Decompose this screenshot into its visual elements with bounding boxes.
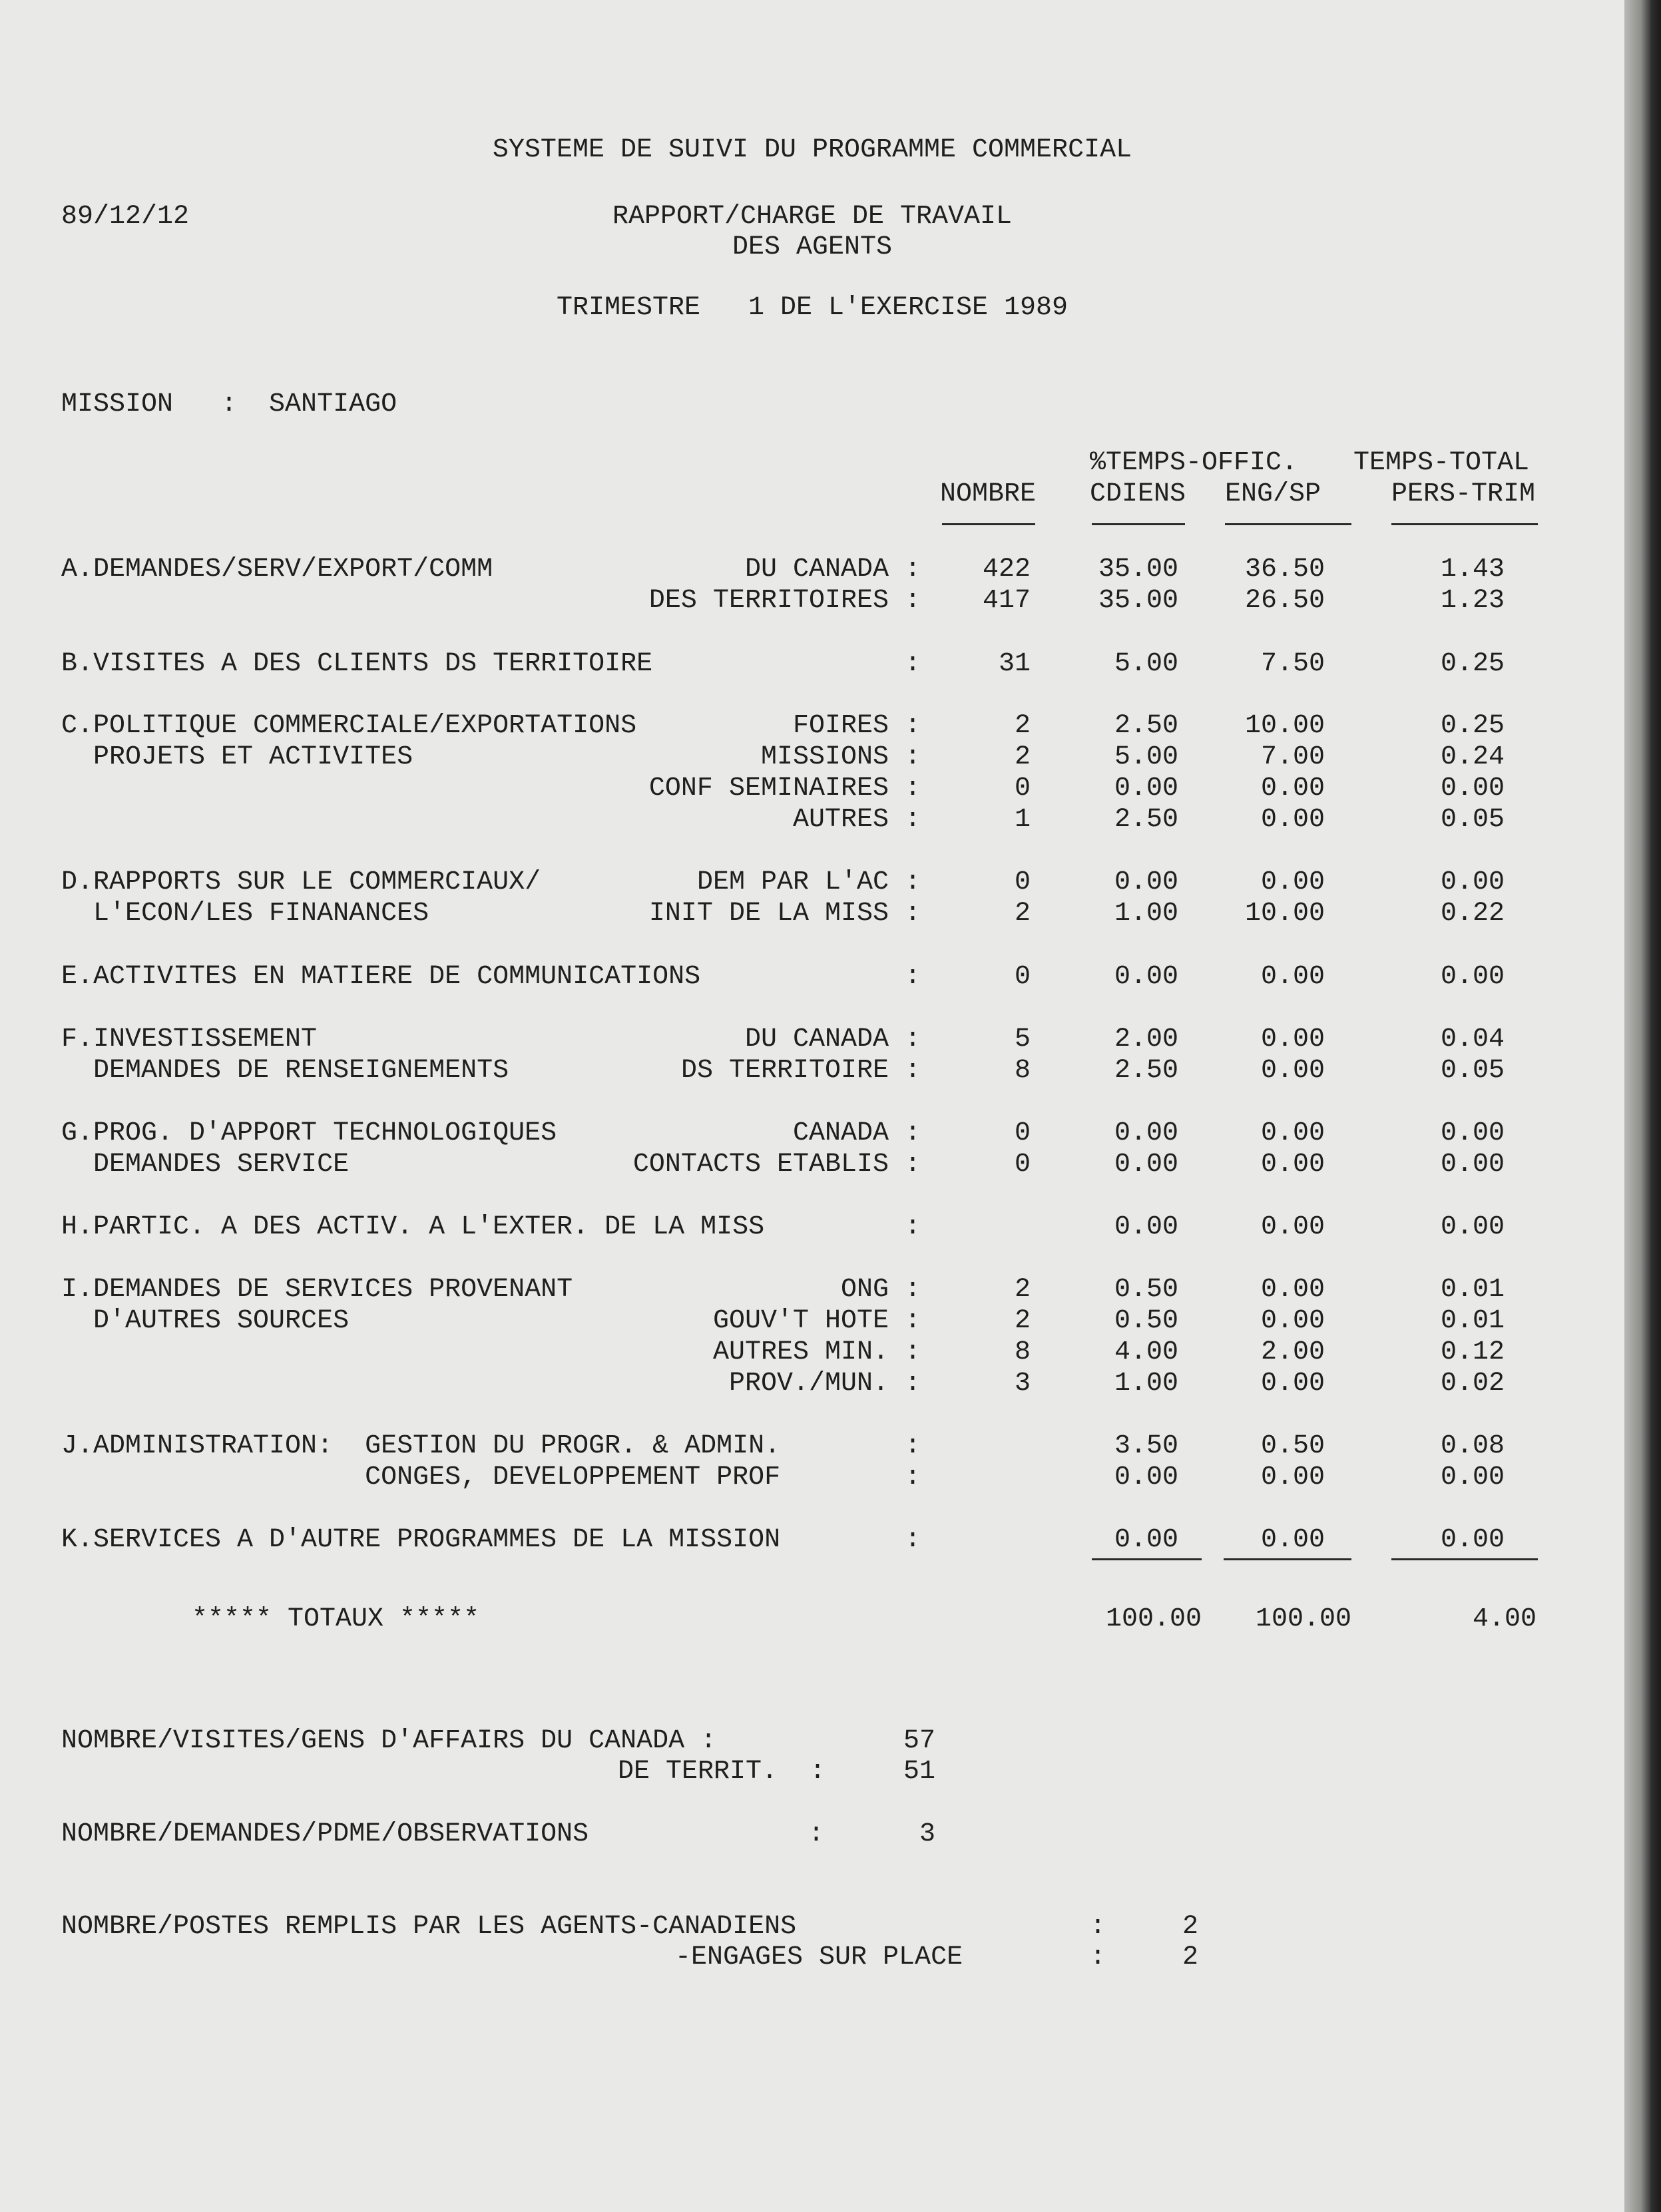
row-perstrim: 0.00 xyxy=(1440,1462,1505,1492)
row-cdiens: 0.00 xyxy=(1114,1525,1178,1555)
row-sublabel: DEM PAR L'AC : xyxy=(696,867,921,897)
row-engsp: 7.50 xyxy=(1260,649,1325,679)
row-engsp: 0.00 xyxy=(1260,805,1325,835)
row-sublabel: : xyxy=(904,1525,921,1555)
postes-value-place: 2 xyxy=(1182,1942,1198,1972)
row-engsp: 36.50 xyxy=(1244,554,1325,584)
totals-underline-perstrim xyxy=(1391,1558,1538,1560)
row-cdiens: 0.00 xyxy=(1114,1150,1178,1180)
row-label: DEMANDES SERVICE xyxy=(61,1150,350,1180)
row-perstrim: 0.00 xyxy=(1440,867,1505,897)
row-label: I.DEMANDES DE SERVICES PROVENANT xyxy=(61,1275,573,1305)
row-cdiens: 5.00 xyxy=(1114,649,1178,679)
row-cdiens: 1.00 xyxy=(1114,899,1178,929)
row-nombre: 8 xyxy=(1014,1337,1031,1367)
row-perstrim: 0.00 xyxy=(1440,1212,1505,1242)
row-perstrim: 0.05 xyxy=(1440,1056,1505,1086)
row-perstrim: 0.01 xyxy=(1440,1275,1505,1305)
row-nombre: 0 xyxy=(1014,1150,1031,1180)
row-perstrim: 1.43 xyxy=(1440,554,1505,584)
row-label: L'ECON/LES FINANANCES xyxy=(61,899,429,929)
col-total-header: TEMPS-TOTAL xyxy=(1353,448,1530,478)
row-nombre: 0 xyxy=(1014,1118,1031,1148)
row-engsp: 0.00 xyxy=(1260,1369,1325,1399)
report-date: 89/12/12 xyxy=(61,202,190,232)
row-perstrim: 0.05 xyxy=(1440,805,1505,835)
row-cdiens: 2.50 xyxy=(1114,805,1178,835)
visits-label-canada: NOMBRE/VISITES/GENS D'AFFAIRS DU CANADA : xyxy=(61,1726,717,1756)
row-label: A.DEMANDES/SERV/EXPORT/COMM xyxy=(61,554,493,584)
row-engsp: 2.00 xyxy=(1260,1337,1325,1367)
totals-perstrim: 4.00 xyxy=(1472,1604,1537,1634)
visits-label-territ: DE TERRIT. : xyxy=(617,1757,826,1787)
row-perstrim: 0.00 xyxy=(1440,962,1505,992)
row-nombre: 0 xyxy=(1014,962,1031,992)
row-sublabel: : xyxy=(904,1431,921,1461)
row-perstrim: 0.00 xyxy=(1440,774,1505,803)
pdme-value: 3 xyxy=(919,1819,935,1849)
postes-label-canadiens: NOMBRE/POSTES REMPLIS PAR LES AGENTS-CANADIENS xyxy=(61,1912,797,1942)
row-label: C.POLITIQUE COMMERCIALE/EXPORTATIONS xyxy=(61,711,637,741)
row-nombre: 31 xyxy=(998,649,1031,679)
row-cdiens: 1.00 xyxy=(1114,1369,1178,1399)
row-sublabel: : xyxy=(904,1462,921,1492)
row-nombre: 417 xyxy=(982,586,1031,616)
row-sublabel: : xyxy=(904,1212,921,1242)
row-engsp: 0.00 xyxy=(1260,867,1325,897)
totals-underline-engsp xyxy=(1224,1558,1351,1560)
col-perstrim-header: PERS-TRIM xyxy=(1391,479,1536,509)
totals-label: ***** TOTAUX ***** xyxy=(192,1604,480,1634)
row-engsp: 0.00 xyxy=(1260,1525,1325,1555)
row-nombre: 3 xyxy=(1014,1369,1031,1399)
row-cdiens: 0.00 xyxy=(1114,774,1178,803)
row-sublabel: DS TERRITOIRE : xyxy=(680,1056,921,1086)
row-perstrim: 0.00 xyxy=(1440,1525,1505,1555)
row-cdiens: 0.00 xyxy=(1114,1212,1178,1242)
col-engsp-header: ENG/SP xyxy=(1225,479,1321,509)
row-cdiens: 0.00 xyxy=(1114,1462,1178,1492)
row-nombre: 5 xyxy=(1014,1024,1031,1054)
row-perstrim: 0.12 xyxy=(1440,1337,1505,1367)
row-sublabel: GOUV'T HOTE : xyxy=(712,1306,921,1336)
row-nombre: 2 xyxy=(1014,1275,1031,1305)
row-perstrim: 0.02 xyxy=(1440,1369,1505,1399)
row-engsp: 7.00 xyxy=(1260,742,1325,772)
row-engsp: 0.00 xyxy=(1260,774,1325,803)
row-sublabel: PROV./MUN. : xyxy=(728,1369,921,1399)
row-perstrim: 0.25 xyxy=(1440,649,1505,679)
header-underline-nombre xyxy=(942,523,1035,525)
row-cdiens: 2.00 xyxy=(1114,1024,1178,1054)
visits-value-territ: 51 xyxy=(903,1757,935,1787)
binding-edge xyxy=(1624,0,1661,2212)
row-sublabel: AUTRES MIN. : xyxy=(712,1337,921,1367)
row-cdiens: 2.50 xyxy=(1114,1056,1178,1086)
row-perstrim: 0.08 xyxy=(1440,1431,1505,1461)
row-sublabel: : xyxy=(904,962,921,992)
row-engsp: 0.00 xyxy=(1260,962,1325,992)
row-label: F.INVESTISSEMENT xyxy=(61,1024,318,1054)
totals-cdiens: 100.00 xyxy=(1105,1604,1202,1634)
row-label: J.ADMINISTRATION: GESTION DU PROGR. & ADMIN. xyxy=(61,1431,781,1461)
col-group-header: %TEMPS-OFFIC. xyxy=(1090,448,1298,478)
row-label: G.PROG. D'APPORT TECHNOLOGIQUES xyxy=(61,1118,557,1148)
row-cdiens: 0.50 xyxy=(1114,1275,1178,1305)
row-nombre: 8 xyxy=(1014,1056,1031,1086)
report-title: RAPPORT/CHARGE DE TRAVAIL xyxy=(612,202,1013,232)
row-nombre: 2 xyxy=(1014,742,1031,772)
row-sublabel: CONTACTS ETABLIS : xyxy=(632,1150,921,1180)
col-nombre-header: NOMBRE xyxy=(940,479,1037,509)
row-cdiens: 35.00 xyxy=(1098,554,1178,584)
row-nombre: 2 xyxy=(1014,711,1031,741)
row-engsp: 0.00 xyxy=(1260,1275,1325,1305)
row-sublabel: MISSIONS : xyxy=(760,742,921,772)
row-perstrim: 0.24 xyxy=(1440,742,1505,772)
row-engsp: 0.00 xyxy=(1260,1462,1325,1492)
row-sublabel: : xyxy=(904,649,921,679)
row-perstrim: 0.00 xyxy=(1440,1118,1505,1148)
row-label: DEMANDES DE RENSEIGNEMENTS xyxy=(61,1056,509,1086)
postes-colon-2: : xyxy=(1090,1942,1106,1972)
row-engsp: 10.00 xyxy=(1244,711,1325,741)
row-perstrim: 0.04 xyxy=(1440,1024,1505,1054)
header-underline-engsp xyxy=(1225,523,1351,525)
row-engsp: 0.00 xyxy=(1260,1212,1325,1242)
row-label: PROJETS ET ACTIVITES xyxy=(61,742,413,772)
row-sublabel: AUTRES : xyxy=(792,805,921,835)
row-cdiens: 0.00 xyxy=(1114,1118,1178,1148)
row-label: K.SERVICES A D'AUTRE PROGRAMMES DE LA MISSION xyxy=(61,1525,781,1555)
row-perstrim: 0.00 xyxy=(1440,1150,1505,1180)
row-perstrim: 0.22 xyxy=(1440,899,1505,929)
row-sublabel: DES TERRITOIRES : xyxy=(648,586,921,616)
row-engsp: 0.00 xyxy=(1260,1024,1325,1054)
row-sublabel: FOIRES : xyxy=(792,711,921,741)
postes-label-place: -ENGAGES SUR PLACE xyxy=(675,1942,963,1972)
row-cdiens: 2.50 xyxy=(1114,711,1178,741)
postes-colon-1: : xyxy=(1090,1912,1106,1942)
row-engsp: 10.00 xyxy=(1244,899,1325,929)
row-cdiens: 0.50 xyxy=(1114,1306,1178,1336)
row-cdiens: 0.00 xyxy=(1114,867,1178,897)
report-subtitle: DES AGENTS xyxy=(732,232,893,262)
row-label: E.ACTIVITES EN MATIERE DE COMMUNICATIONS xyxy=(61,962,701,992)
row-nombre: 422 xyxy=(982,554,1031,584)
row-nombre: 0 xyxy=(1014,774,1031,803)
row-label: CONGES, DEVELOPPEMENT PROF xyxy=(61,1462,781,1492)
row-perstrim: 1.23 xyxy=(1440,586,1505,616)
row-cdiens: 35.00 xyxy=(1098,586,1178,616)
row-nombre: 1 xyxy=(1014,805,1031,835)
row-cdiens: 3.50 xyxy=(1114,1431,1178,1461)
row-engsp: 0.00 xyxy=(1260,1306,1325,1336)
row-cdiens: 4.00 xyxy=(1114,1337,1178,1367)
report-period: TRIMESTRE 1 DE L'EXERCISE 1989 xyxy=(556,293,1068,323)
header-underline-perstrim xyxy=(1391,523,1538,525)
mission-label: MISSION : SANTIAGO xyxy=(61,389,397,419)
header-underline-cdiens xyxy=(1092,523,1185,525)
row-perstrim: 0.25 xyxy=(1440,711,1505,741)
totals-underline-cdiens xyxy=(1092,1558,1202,1560)
row-nombre: 2 xyxy=(1014,1306,1031,1336)
row-engsp: 26.50 xyxy=(1244,586,1325,616)
row-engsp: 0.00 xyxy=(1260,1118,1325,1148)
row-cdiens: 0.00 xyxy=(1114,962,1178,992)
row-label: B.VISITES A DES CLIENTS DS TERRITOIRE xyxy=(61,649,653,679)
row-sublabel: DU CANADA : xyxy=(744,554,921,584)
row-engsp: 0.50 xyxy=(1260,1431,1325,1461)
row-label: D.RAPPORTS SUR LE COMMERCIAUX/ xyxy=(61,867,541,897)
col-cdiens-header: CDIENS xyxy=(1090,479,1186,509)
row-sublabel: ONG : xyxy=(840,1275,921,1305)
row-nombre: 2 xyxy=(1014,899,1031,929)
row-sublabel: CONF SEMINAIRES : xyxy=(648,774,921,803)
postes-value-canadiens: 2 xyxy=(1182,1912,1198,1942)
row-perstrim: 0.01 xyxy=(1440,1306,1505,1336)
row-sublabel: INIT DE LA MISS : xyxy=(648,899,921,929)
pdme-label: NOMBRE/DEMANDES/PDME/OBSERVATIONS xyxy=(61,1819,589,1849)
row-nombre: 0 xyxy=(1014,867,1031,897)
row-label: D'AUTRES SOURCES xyxy=(61,1306,350,1336)
row-engsp: 0.00 xyxy=(1260,1056,1325,1086)
visits-value-canada: 57 xyxy=(903,1726,935,1756)
row-label: H.PARTIC. A DES ACTIV. A L'EXTER. DE LA MISS xyxy=(61,1212,765,1242)
row-engsp: 0.00 xyxy=(1260,1150,1325,1180)
row-sublabel: DU CANADA : xyxy=(744,1024,921,1054)
totals-engsp: 100.00 xyxy=(1255,1604,1351,1634)
row-sublabel: CANADA : xyxy=(792,1118,921,1148)
row-cdiens: 5.00 xyxy=(1114,742,1178,772)
pdme-colon: : xyxy=(808,1819,825,1849)
system-title: SYSTEME DE SUIVI DU PROGRAMME COMMERCIAL xyxy=(492,135,1132,165)
